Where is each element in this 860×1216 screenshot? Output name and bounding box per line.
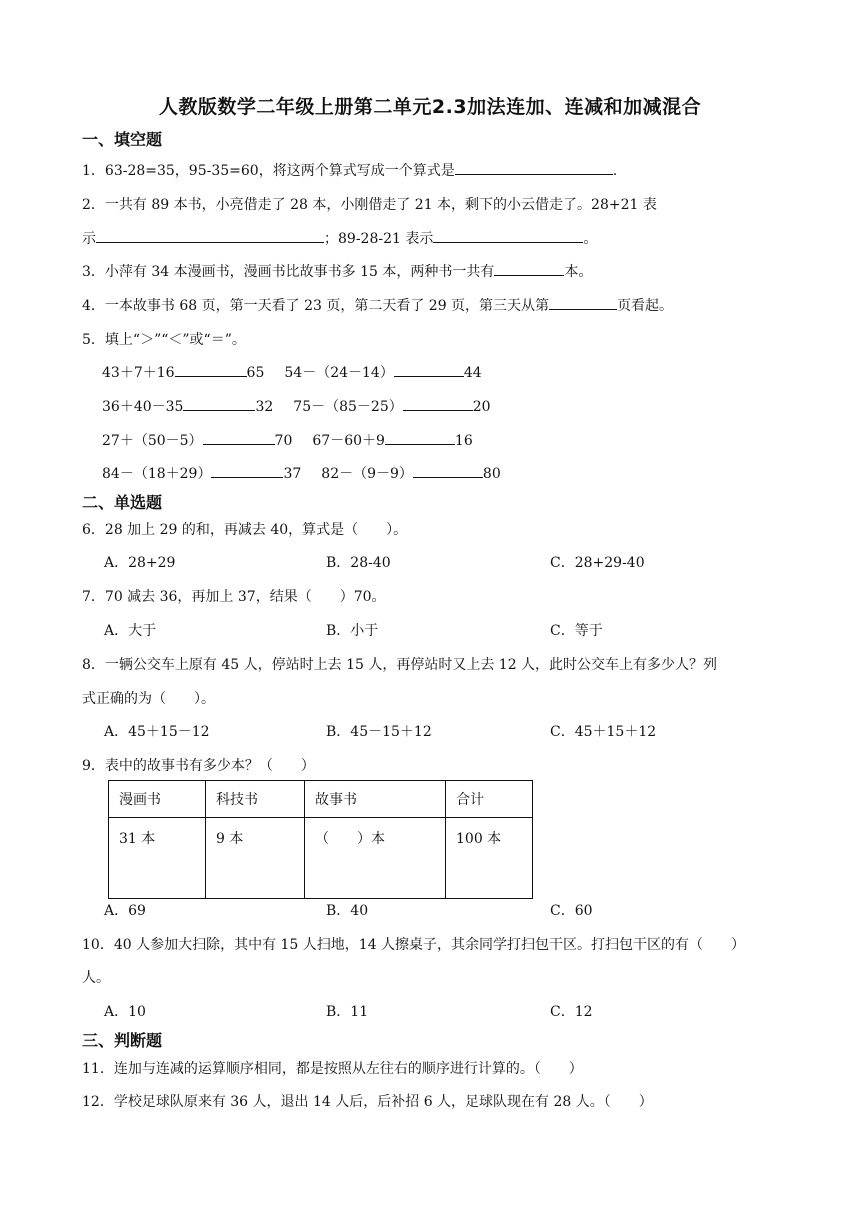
question-3 xyxy=(82,261,592,281)
expression: 36＋40－35 xyxy=(102,399,184,415)
question-10-line-1: 10．40 人参加大扫除，其中有 15 人扫地，14 人擦桌子，其余同学打扫包干区。打扫包干区的有（ ） xyxy=(82,937,746,953)
option-a[interactable]: A．45＋15－12 xyxy=(104,724,210,740)
answer-blank[interactable] xyxy=(175,362,247,377)
question-text: 4．一本故事书 68 页，第一天看了 23 页，第二天看了 29 页，第三天从第 xyxy=(82,298,550,314)
question-end: 页看起。 xyxy=(617,298,674,314)
question-7: 7．70 减去 36，再加上 37，结果（ ）70。 xyxy=(82,589,386,605)
option-a[interactable]: A．28+29 xyxy=(104,555,176,571)
compare-row xyxy=(102,362,482,382)
answer-blank[interactable] xyxy=(494,261,564,276)
table-cell: 31 本 xyxy=(109,818,206,899)
option-a[interactable]: A．大于 xyxy=(104,623,157,639)
answer-blank[interactable] xyxy=(403,396,473,411)
option-c[interactable]: C．等于 xyxy=(550,623,603,639)
section-heading-true-false: 三、判断题 xyxy=(82,1031,163,1050)
question-9: 9．表中的故事书有多少本？（ ） xyxy=(82,758,315,774)
expression-value: 37 xyxy=(283,466,302,482)
option-b[interactable]: B．40 xyxy=(326,903,369,919)
question-text: ；89-28-21 表示 xyxy=(324,231,434,247)
answer-blank[interactable] xyxy=(203,430,275,445)
question-4 xyxy=(82,295,673,315)
table-cell: 100 本 xyxy=(446,818,533,899)
question-end: 本。 xyxy=(564,264,593,280)
expression: 75－（85－25） xyxy=(293,399,403,415)
answer-blank[interactable] xyxy=(385,430,455,445)
option-a[interactable]: A．10 xyxy=(104,1004,146,1020)
question-8-line-2: 式正确的为（ ）。 xyxy=(82,691,215,707)
option-a[interactable]: A．69 xyxy=(104,903,146,919)
table-cell: 9 本 xyxy=(206,818,305,899)
question-end: 。 xyxy=(583,231,598,247)
expression-value: 32 xyxy=(255,399,274,415)
question-8-line-1: 8．一辆公交车上原有 45 人，停站时上去 15 人，再停站时又上去 12 人，此时公交车上有多少人？列 xyxy=(82,657,718,673)
expression: 43＋7＋16 xyxy=(102,365,175,381)
answer-blank[interactable] xyxy=(96,228,324,243)
question-2-line-1: 2．一共有 89 本书，小亮借走了 28 本，小刚借走了 21 本，剩下的小云借走了。28+21 表 xyxy=(82,197,657,213)
compare-row xyxy=(102,463,501,483)
table-header-cell: 科技书 xyxy=(206,781,305,818)
option-c[interactable]: C．28+29-40 xyxy=(550,555,645,571)
answer-blank[interactable] xyxy=(455,160,613,175)
option-c[interactable]: C．12 xyxy=(550,1004,593,1020)
table-header-cell: 故事书 xyxy=(305,781,446,818)
question-end: . xyxy=(612,163,618,179)
book-count-table xyxy=(108,780,533,899)
page-title: 人教版数学二年级上册第二单元2.3加法连加、连减和加减混合 xyxy=(158,96,702,118)
question-1 xyxy=(82,160,617,180)
table-header-cell: 合计 xyxy=(446,781,533,818)
expression-value: 65 xyxy=(246,365,265,381)
question-6: 6．28 加上 29 的和，再减去 40，算式是（ ）。 xyxy=(82,522,408,538)
answer-blank[interactable] xyxy=(394,362,464,377)
question-2-line-2 xyxy=(82,228,597,248)
expression-value: 44 xyxy=(463,365,482,381)
option-b[interactable]: B．小于 xyxy=(326,623,379,639)
section-heading-fill-in: 一、填空题 xyxy=(82,130,163,149)
option-b[interactable]: B．11 xyxy=(326,1004,369,1020)
question-text: 3．小萍有 34 本漫画书，漫画书比故事书多 15 本，两种书一共有 xyxy=(82,264,495,280)
question-text: 示 xyxy=(82,231,96,247)
option-b[interactable]: B．28-40 xyxy=(326,555,391,571)
expression-value: 70 xyxy=(274,433,293,449)
expression: 84－（18＋29） xyxy=(102,466,212,482)
answer-blank[interactable] xyxy=(413,463,483,478)
expression-value: 16 xyxy=(454,433,473,449)
answer-blank[interactable] xyxy=(433,228,583,243)
expression-value: 20 xyxy=(472,399,491,415)
compare-row xyxy=(102,430,473,450)
expression: 27＋（50－5） xyxy=(102,433,203,449)
question-12: 12．学校足球队原来有 36 人，退出 14 人后，后补招 6 人，足球队现在有 28 人。（ ） xyxy=(82,1094,653,1110)
expression: 67－60＋9 xyxy=(312,433,385,449)
option-b[interactable]: B．45－15＋12 xyxy=(326,724,432,740)
section-heading-single-choice: 二、单选题 xyxy=(82,493,163,512)
question-text: 1．63-28=35，95-35=60，将这两个算式写成一个算式是 xyxy=(82,163,455,179)
answer-blank[interactable] xyxy=(549,295,617,310)
expression: 82－（9－9） xyxy=(321,466,413,482)
compare-row xyxy=(102,396,491,416)
question-11: 11．连加与连减的运算顺序相同，都是按照从左往右的顺序进行计算的。（ ） xyxy=(82,1061,583,1077)
question-10-line-2: 人。 xyxy=(82,970,110,986)
expression-value: 80 xyxy=(482,466,501,482)
expression: 54－（24－14） xyxy=(284,365,394,381)
answer-blank[interactable] xyxy=(183,396,255,411)
option-c[interactable]: C．60 xyxy=(550,903,593,919)
table-cell: （ ）本 xyxy=(305,818,446,899)
answer-blank[interactable] xyxy=(211,463,283,478)
question-5: 5．填上“＞”“＜”或“＝”。 xyxy=(82,332,246,348)
option-c[interactable]: C．45＋15＋12 xyxy=(550,724,657,740)
table-header-cell: 漫画书 xyxy=(109,781,206,818)
